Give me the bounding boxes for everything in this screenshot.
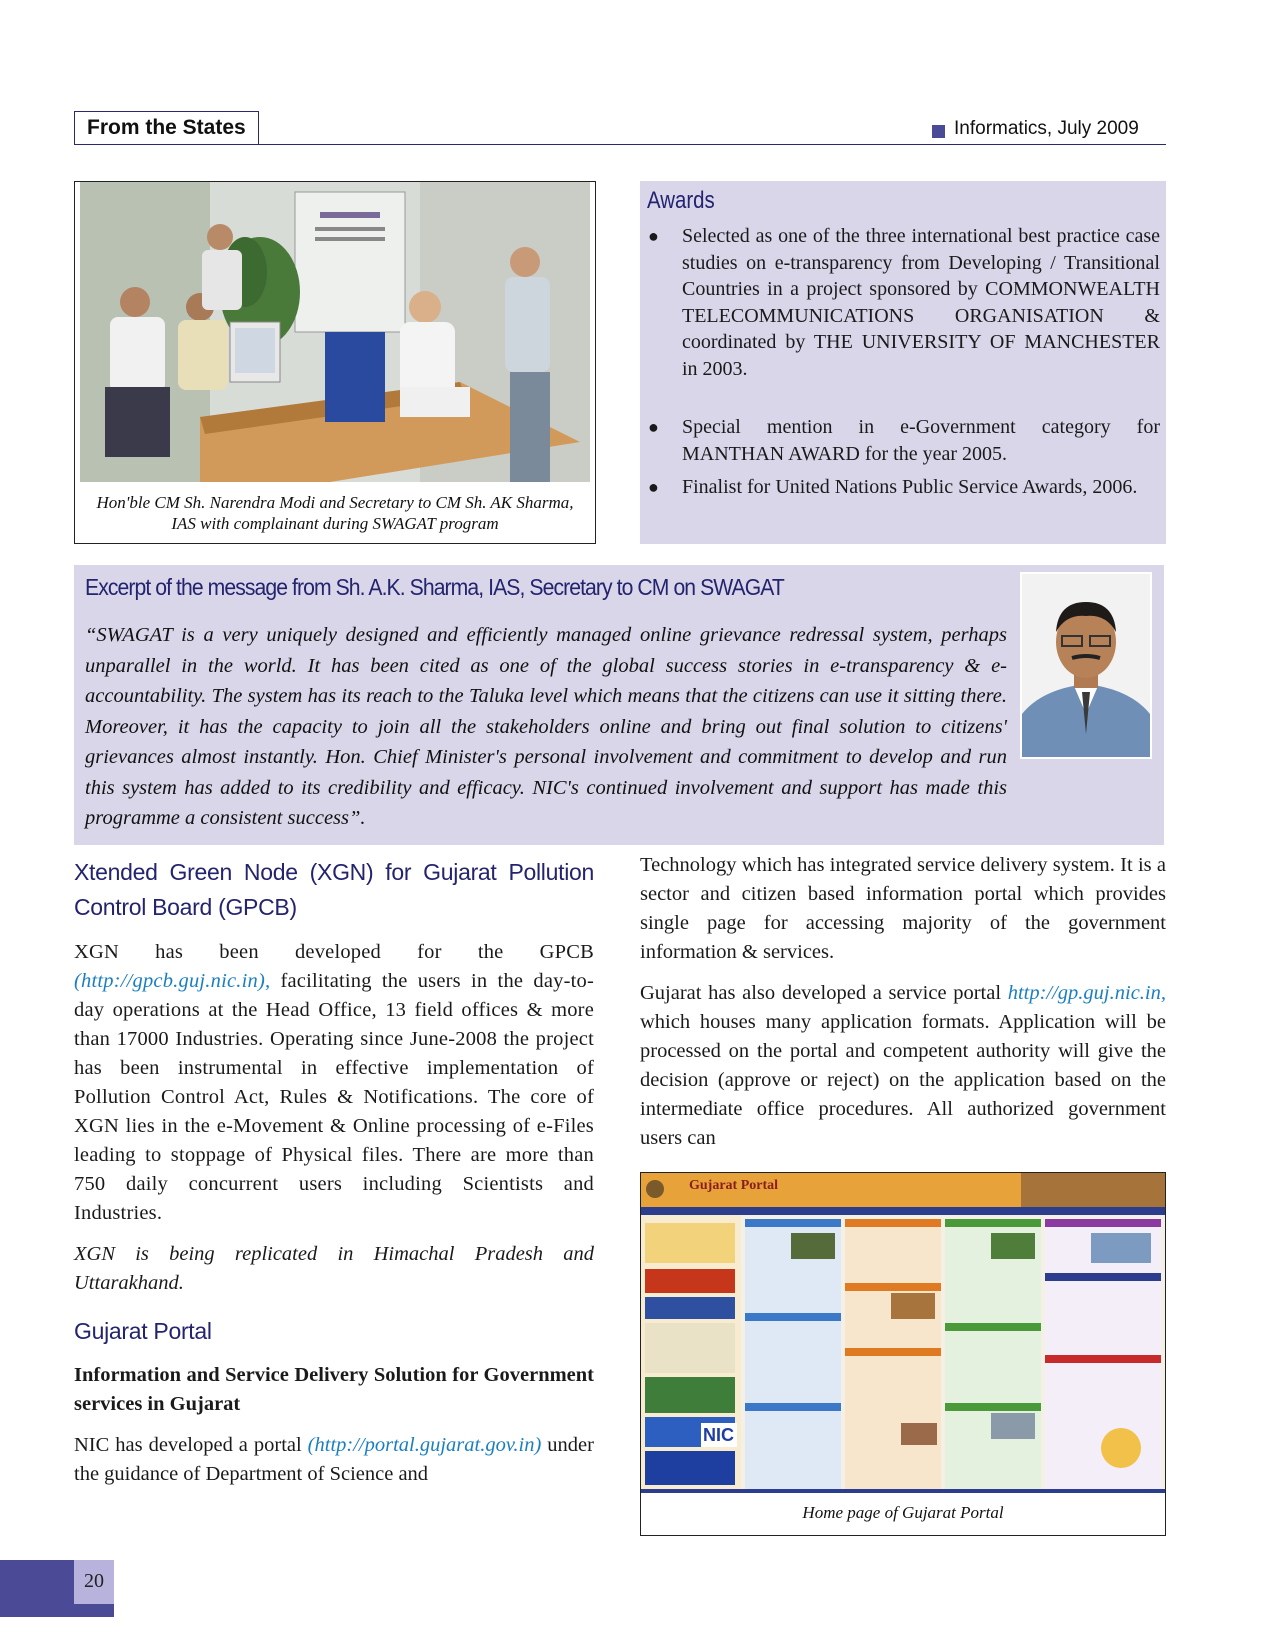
issue-label: Informatics, July 2009 xyxy=(954,118,1139,139)
excerpt-quote: “SWAGAT is a very uniquely designed and efficiently managed online grievance redressal system, perhaps unparallel in the world. It has been cited as one of the global success stories in e-transparency & e-accountability. The system has its reach to the Taluka level which means that the citizens can use it sitting there. Moreover, it has the capacity to join all the stakeholders online and bring out final solution to citizens' grievances almost instantly. Hon. Chief Minister's personal involvement and commitment to develop and run this system has added to its credibility and efficacy. NIC's continued involvement and support has made this programme a consistent success”. xyxy=(85,624,1007,829)
awards-panel xyxy=(640,181,1166,544)
xgn-paragraph xyxy=(74,938,594,1228)
photo-caption: Hon'ble CM Sh. Narendra Modi and Secretary to CM Sh. AK Sharma, IAS with complainant during SWAGAT program xyxy=(96,493,574,533)
award-text: Finalist for United Nations Public Service Awards, 2006. xyxy=(682,476,1138,498)
portal-text: Gujarat has also developed a service portal xyxy=(640,982,1008,1004)
service-portal-link[interactable]: http://gp.guj.nic.in, xyxy=(1007,982,1166,1004)
section-tag: From the States xyxy=(74,111,259,144)
portal-figure xyxy=(640,1172,1166,1536)
xgn-heading: Xtended Green Node (XGN) for Gujarat Pollution Control Board (GPCB) xyxy=(74,859,594,920)
bullet-icon: ● xyxy=(648,477,659,497)
gujarat-portal-screenshot xyxy=(641,1173,1165,1493)
xgn-text: facilitating the users in the day-to-day operations at the Head Office, 13 field offices & more than 17000 Industries. Operating since June-2008 the project has been instrumental in effective implementation of Pollution Control Act, Rules & Notifications. The core of XGN lies in the e-Movement & Online processing of e-Files leading to stoppage of Physical files. There are more than 750 daily concurrent users including Scientists and Industries. xyxy=(74,970,594,1224)
right-column xyxy=(640,855,1166,1153)
svg-text:NIC: NIC xyxy=(703,1425,734,1445)
header-square-icon xyxy=(932,125,945,138)
xgn-replication-note: XGN is being replicated in Himachal Pradesh and Uttarakhand. xyxy=(74,1243,594,1294)
page-number: 20 xyxy=(84,1570,104,1592)
footer-bar xyxy=(74,1604,114,1617)
portal-text: which houses many application formats. Application will be processed on the portal and competent authority will give the decision (approve or reject) on the application based on the intermediate office procedures. All authorized government users can xyxy=(640,1011,1166,1149)
award-text: Selected as one of the three international best practice case studies on e-transparency from Developing / Transitional Countries in a project sponsored by COMMONWEALTH TELECOMMUNICATIONS ORGANISATION & coordinated by THE UNIVERSITY OF MANCHESTER in 2003. xyxy=(682,225,1160,380)
header-rule xyxy=(74,144,1166,145)
portal-paragraph-1-cont: Technology which has integrated service delivery system. It is a sector and citizen based information portal which provides single page for accessing majority of the government information & services. xyxy=(640,854,1166,963)
portal-text: NIC has developed a portal xyxy=(74,1434,308,1456)
excerpt-title: Excerpt of the message from Sh. A.K. Sharma, IAS, Secretary to CM on SWAGAT xyxy=(85,574,784,600)
gujarat-portal-heading: Gujarat Portal xyxy=(74,1318,212,1344)
left-column xyxy=(74,855,594,1489)
portal-paragraph-1 xyxy=(74,1431,594,1489)
photo-figure xyxy=(74,181,596,544)
xgn-text: XGN has been developed for the GPCB xyxy=(74,941,594,963)
bullet-icon: ● xyxy=(648,417,659,437)
portal-figure-caption: Home page of Gujarat Portal xyxy=(802,1503,1004,1522)
awards-title: Awards xyxy=(647,187,715,214)
gujarat-portal-link[interactable]: (http://portal.gujarat.gov.in) xyxy=(307,1434,542,1456)
swagat-program-photo xyxy=(80,182,590,482)
portal-subheading: Information and Service Delivery Solution for Government services in Gujarat xyxy=(74,1364,594,1415)
gpcb-link[interactable]: (http://gpcb.guj.nic.in), xyxy=(74,970,271,992)
footer-band xyxy=(0,1560,74,1617)
portal-banner-title: Gujarat Portal xyxy=(689,1178,779,1193)
excerpt-panel xyxy=(74,565,1164,845)
bullet-icon: ● xyxy=(648,226,659,246)
portal-text: under the guidance of Department of Science and xyxy=(74,1434,594,1485)
portal-paragraph-2 xyxy=(640,979,1166,1153)
portrait-photo xyxy=(1020,572,1152,759)
award-text: Special mention in e-Government category for MANTHAN AWARD for the year 2005. xyxy=(682,416,1160,465)
